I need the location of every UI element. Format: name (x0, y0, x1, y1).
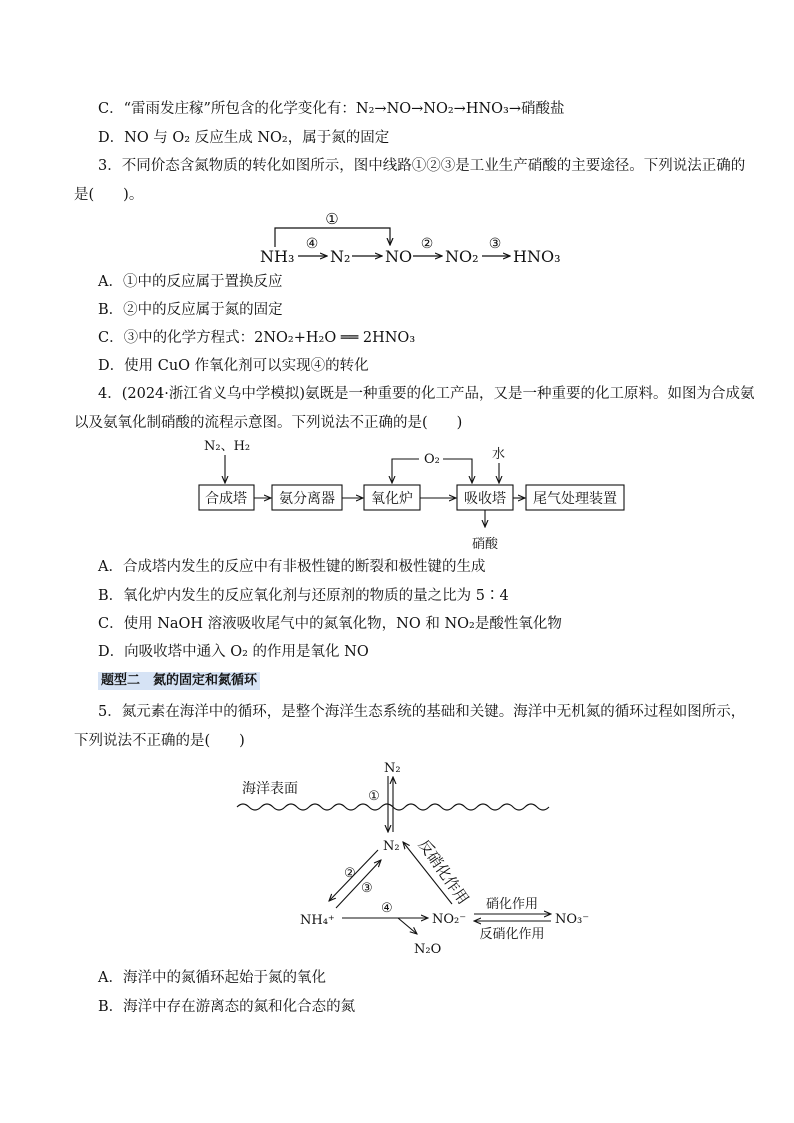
hno3-label: HNO₃ (513, 247, 561, 266)
q2-option-c: C．“雷雨发庄稼”所包含的化学变化有：N₂→NO→NO₂→HNO₃→硝酸盐 (98, 101, 565, 117)
o2-label: O₂ (424, 452, 440, 467)
box-absorption-tower (457, 485, 513, 510)
q3-option-b: B．②中的反应属于氮的固定 (98, 302, 283, 318)
q3-stem-line1: 3．不同价态含氮物质的转化如图所示，图中线路①②③是工业生产硝酸的主要途径。下列说法正确的 (98, 158, 746, 174)
q3-option-a: A．①中的反应属于置换反应 (98, 274, 283, 290)
svg-text:合成塔: 合成塔 (205, 491, 247, 507)
n2-atmosphere-label: N₂ (384, 761, 401, 776)
q4-option-b: B．氧化炉内发生的反应氧化剂与还原剂的物质的量之比为 5∶4 (98, 588, 509, 604)
q4-option-a: A．合成塔内发生的反应中有非极性键的断裂和极性键的生成 (98, 559, 486, 575)
n2-label: N₂ (330, 247, 351, 266)
nitrite-label: NO₂⁻ (432, 912, 467, 927)
nh3-label: NH₃ (260, 247, 295, 266)
q5-stem-line1: 5．氮元素在海洋中的循环，是整个海洋生态系统的基础和关键。海洋中无机氮的循环过程如图所示， (98, 704, 746, 720)
svg-text:氧化炉: 氧化炉 (371, 491, 413, 507)
q5-option-a: A．海洋中的氮循环起始于氮的氧化 (98, 970, 326, 986)
nitrification-label: 硝化作用 (485, 897, 539, 912)
n2-dissolved-label: N₂ (383, 839, 400, 854)
route-3-label: ③ (488, 236, 502, 252)
feed-gas-label: N₂、H₂ (204, 439, 251, 454)
nitrate-label: NO₃⁻ (555, 912, 590, 927)
q5-stem-line2: 下列说法不正确的是( ) (74, 733, 245, 749)
ammonium-label: NH₄⁺ (300, 913, 335, 928)
no-label: NO (385, 247, 413, 266)
svg-text:氨分离器: 氨分离器 (279, 491, 335, 507)
n2o-label: N₂O (414, 942, 442, 957)
q5-option-b: B．海洋中存在游离态的氮和化合态的氮 (98, 999, 356, 1015)
route-1-label: ① (325, 210, 339, 228)
route-4-label: ④ (305, 236, 319, 252)
no2-label: NO₂ (445, 247, 479, 266)
o2-to-furnace-arrow (392, 459, 419, 483)
step-1-label: ① (368, 789, 380, 804)
step-3-label: ③ (361, 881, 373, 896)
q3-stem-line2: 是( )。 (74, 187, 144, 203)
denitrification-diagonal-label: 反硝化作用 (414, 835, 473, 908)
q4-stem-line1: 4．(2024·浙江省义乌中学模拟)氨既是一种重要的化工产品，又是一种重要的化工原料。如图为合成氨 (98, 386, 755, 402)
box-synthesis-tower (199, 485, 254, 510)
step-2-label: ② (344, 866, 356, 881)
step-3-arrow (336, 860, 381, 908)
q4-flow-diagram (0, 432, 794, 556)
section-heading: 题型二 氮的固定和氮循环 (98, 672, 260, 690)
box-ammonia-separator (272, 485, 342, 510)
denitrification-label: 反硝化作用 (479, 927, 545, 942)
box-oxidation-furnace (364, 485, 420, 510)
q3-option-c: C．③中的化学方程式：2NO₂+H₂O ══ 2HNO₃ (98, 330, 416, 346)
q5-nitrogen-cycle-diagram (0, 752, 794, 962)
water-label: 水 (492, 447, 506, 462)
to-n2o-arrow (398, 918, 417, 934)
o2-to-absorber-arrow (443, 459, 472, 483)
step-4-label: ④ (381, 901, 393, 916)
svg-text:吸收塔: 吸收塔 (464, 491, 506, 507)
q2-option-d: D．NO 与 O₂ 反应生成 NO₂，属于氮的固定 (98, 130, 390, 146)
q3-conversion-diagram (0, 205, 794, 275)
route-2-label: ② (420, 236, 434, 252)
route-1-arrow (275, 228, 390, 247)
q3-option-d: D．使用 CuO 作氧化剂可以实现④的转化 (98, 358, 369, 374)
product-label: 硝酸 (471, 537, 499, 552)
box-tail-gas-treatment (526, 485, 624, 510)
q4-stem-line2: 以及氨氧化制硝酸的流程示意图。下列说法不正确的是( ) (74, 415, 463, 431)
ocean-surface-label: 海洋表面 (242, 781, 298, 797)
svg-text:尾气处理装置: 尾气处理装置 (533, 491, 617, 507)
q4-option-d: D．向吸收塔中通入 O₂ 的作用是氧化 NO (98, 644, 369, 660)
q4-option-c: C．使用 NaOH 溶液吸收尾气中的氮氧化物，NO 和 NO₂是酸性氧化物 (98, 616, 562, 632)
